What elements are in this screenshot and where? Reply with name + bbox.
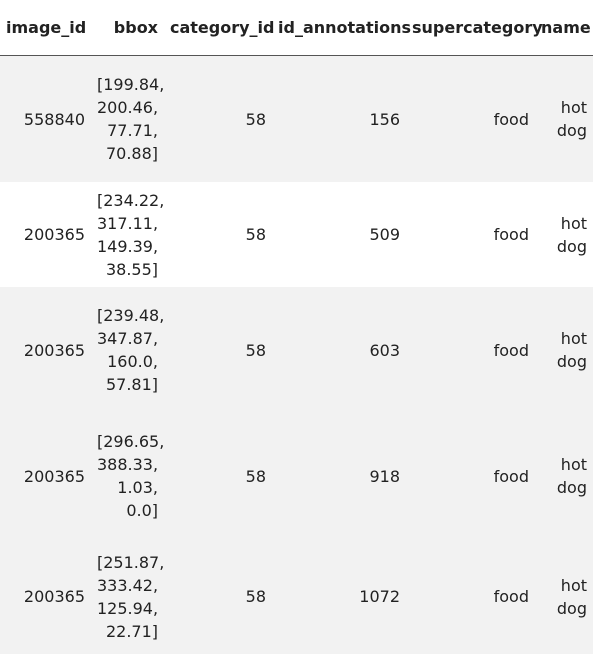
column-header-supercategory: supercategory: [406, 0, 535, 56]
name-line: hot: [541, 212, 587, 235]
cell-name: [535, 413, 593, 539]
column-header-image-id: image_id: [0, 0, 91, 56]
table-body: [0, 56, 593, 654]
table-row: [0, 539, 593, 654]
cell-category-id: 58: [164, 539, 272, 654]
cell-bbox: [91, 182, 164, 287]
bbox-line: 160.0,: [97, 350, 158, 373]
name-line: hot: [541, 574, 587, 597]
cell-supercategory: food: [406, 539, 535, 654]
cell-bbox: [91, 56, 164, 183]
bbox-line: 347.87,: [97, 327, 158, 350]
name-line: dog: [541, 597, 587, 620]
column-header-id-annotations: id_annotations: [272, 0, 406, 56]
bbox-line: [251.87,: [97, 551, 158, 574]
cell-bbox: [91, 287, 164, 413]
name-line: dog: [541, 235, 587, 258]
cell-category-id: 58: [164, 56, 272, 183]
cell-bbox: [91, 539, 164, 654]
bbox-line: 0.0]: [97, 499, 158, 522]
cell-name: [535, 287, 593, 413]
cell-supercategory: food: [406, 56, 535, 183]
cell-name: [535, 56, 593, 183]
cell-name: [535, 182, 593, 287]
cell-category-id: 58: [164, 413, 272, 539]
bbox-line: [199.84,: [97, 73, 158, 96]
cell-id-annotations: 603: [272, 287, 406, 413]
name-line: dog: [541, 476, 587, 499]
column-header-name: name: [535, 0, 593, 56]
bbox-line: 317.11,: [97, 212, 158, 235]
bbox-line: 388.33,: [97, 453, 158, 476]
name-line: hot: [541, 96, 587, 119]
cell-id-annotations: 1072: [272, 539, 406, 654]
cell-image-id: 200365: [0, 182, 91, 287]
cell-id-annotations: 918: [272, 413, 406, 539]
cell-image-id: 558840: [0, 56, 91, 183]
name-line: dog: [541, 350, 587, 373]
name-line: dog: [541, 119, 587, 142]
cell-category-id: 58: [164, 287, 272, 413]
table-row: [0, 287, 593, 413]
table-row: [0, 182, 593, 287]
cell-supercategory: food: [406, 413, 535, 539]
column-header-bbox: bbox: [91, 0, 164, 56]
bbox-line: 149.39,: [97, 235, 158, 258]
bbox-line: 1.03,: [97, 476, 158, 499]
cell-id-annotations: 156: [272, 56, 406, 183]
bbox-line: [296.65,: [97, 430, 158, 453]
cell-name: [535, 539, 593, 654]
name-line: hot: [541, 453, 587, 476]
bbox-line: 125.94,: [97, 597, 158, 620]
cell-supercategory: food: [406, 182, 535, 287]
cell-category-id: 58: [164, 182, 272, 287]
bbox-line: 57.81]: [97, 373, 158, 396]
bbox-line: 38.55]: [97, 258, 158, 281]
table-header: [0, 0, 593, 56]
cell-image-id: 200365: [0, 413, 91, 539]
bbox-line: 22.71]: [97, 620, 158, 643]
bbox-line: 77.71,: [97, 119, 158, 142]
bbox-line: 200.46,: [97, 96, 158, 119]
column-header-category-id: category_id: [164, 0, 272, 56]
bbox-line: 70.88]: [97, 142, 158, 165]
cell-image-id: 200365: [0, 539, 91, 654]
bbox-line: [239.48,: [97, 304, 158, 327]
header-row: [0, 0, 593, 56]
cell-id-annotations: 509: [272, 182, 406, 287]
bbox-line: [234.22,: [97, 189, 158, 212]
table-row: [0, 413, 593, 539]
table-row: [0, 56, 593, 183]
cell-bbox: [91, 413, 164, 539]
name-line: hot: [541, 327, 587, 350]
cell-supercategory: food: [406, 287, 535, 413]
bbox-line: 333.42,: [97, 574, 158, 597]
cell-image-id: 200365: [0, 287, 91, 413]
